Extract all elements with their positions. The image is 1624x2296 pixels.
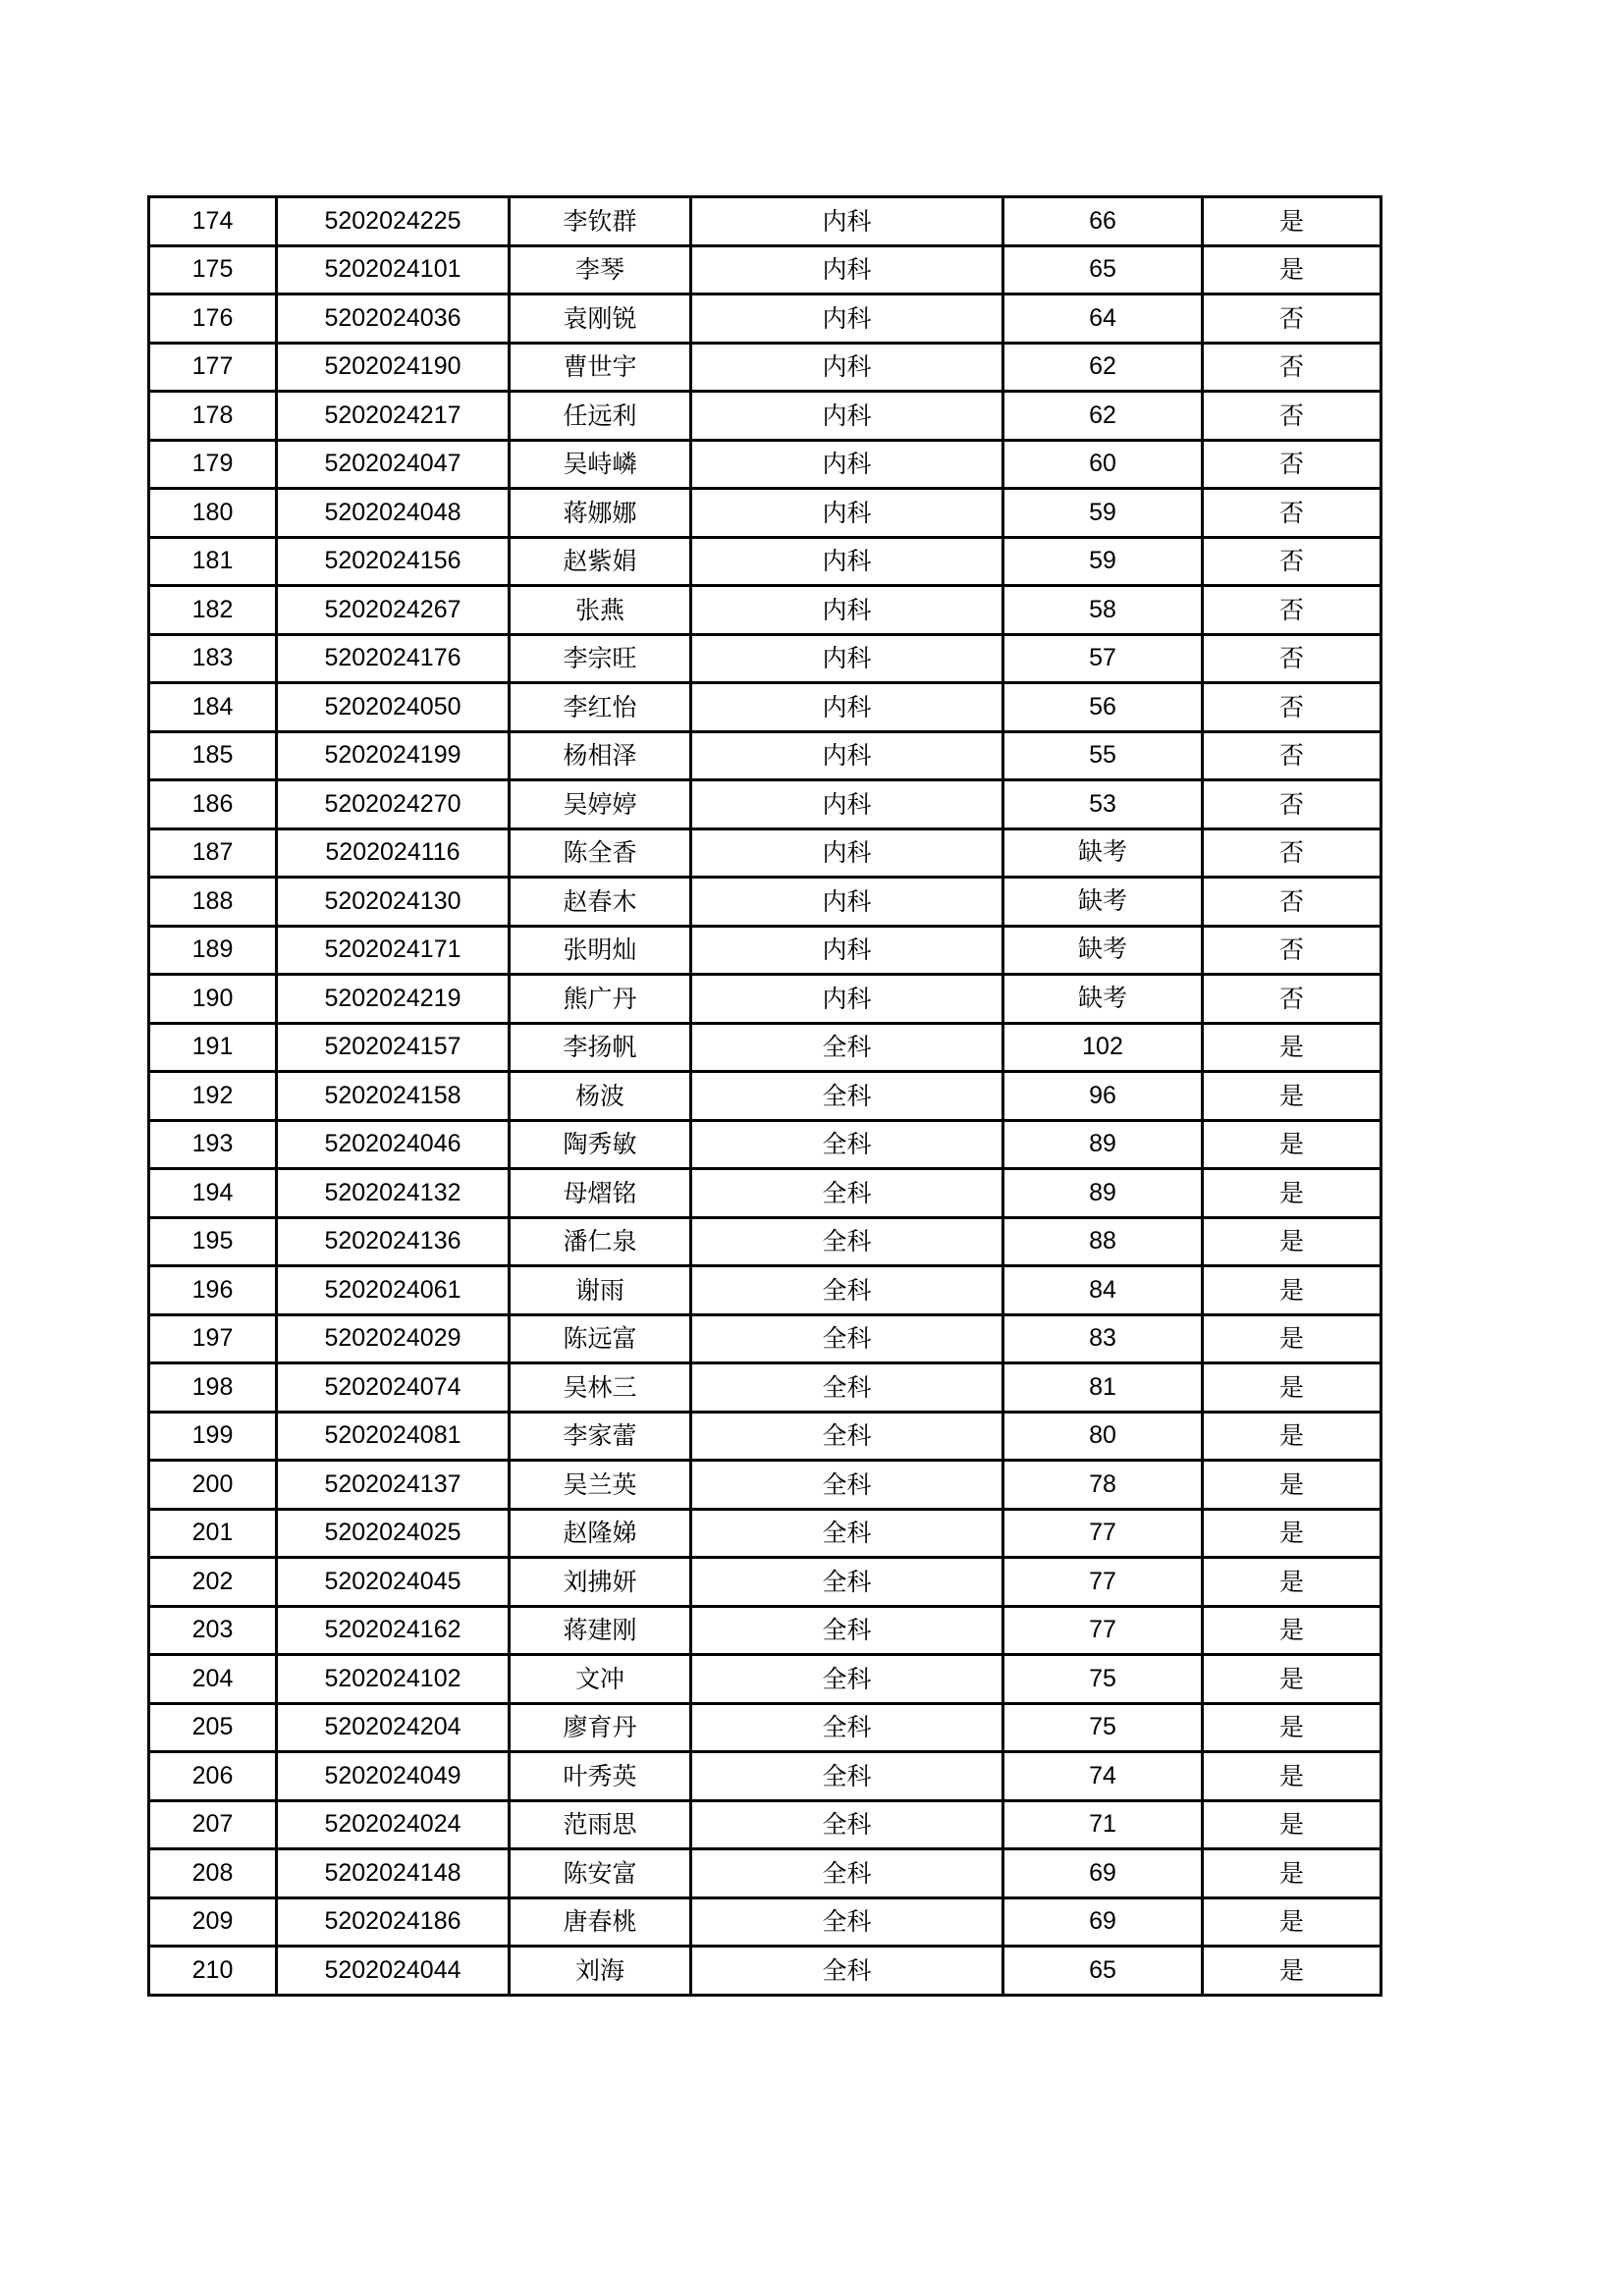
name-cell: 范雨思 bbox=[510, 1800, 691, 1849]
qualified-cell: 是 bbox=[1203, 1703, 1381, 1752]
name-cell: 廖育丹 bbox=[510, 1703, 691, 1752]
table-row bbox=[149, 294, 1381, 344]
table-row bbox=[149, 1217, 1381, 1266]
seq-cell: 181 bbox=[149, 537, 277, 586]
seq-cell: 185 bbox=[149, 731, 277, 780]
department-cell: 全科 bbox=[691, 1072, 1003, 1121]
exam-id-cell: 5202024049 bbox=[277, 1752, 510, 1801]
department-cell: 全科 bbox=[691, 1655, 1003, 1704]
table-row bbox=[149, 1363, 1381, 1413]
qualified-cell: 是 bbox=[1203, 1314, 1381, 1363]
table-row bbox=[149, 1897, 1381, 1947]
name-cell: 任远利 bbox=[510, 392, 691, 441]
qualified-cell: 是 bbox=[1203, 1800, 1381, 1849]
seq-cell: 188 bbox=[149, 878, 277, 927]
table-row bbox=[149, 878, 1381, 927]
exam-id-cell: 5202024158 bbox=[277, 1072, 510, 1121]
department-cell: 全科 bbox=[691, 1897, 1003, 1947]
exam-id-cell: 5202024190 bbox=[277, 343, 510, 392]
seq-cell: 207 bbox=[149, 1800, 277, 1849]
qualified-cell: 是 bbox=[1203, 1072, 1381, 1121]
exam-id-cell: 5202024137 bbox=[277, 1461, 510, 1510]
department-cell: 全科 bbox=[691, 1752, 1003, 1801]
seq-cell: 177 bbox=[149, 343, 277, 392]
seq-cell: 196 bbox=[149, 1266, 277, 1315]
department-cell: 内科 bbox=[691, 440, 1003, 489]
qualified-cell: 否 bbox=[1203, 440, 1381, 489]
name-cell: 张明灿 bbox=[510, 926, 691, 975]
score-cell: 89 bbox=[1003, 1169, 1203, 1218]
score-cell: 56 bbox=[1003, 683, 1203, 732]
name-cell: 李宗旺 bbox=[510, 634, 691, 683]
name-cell: 李琴 bbox=[510, 245, 691, 294]
department-cell: 内科 bbox=[691, 294, 1003, 344]
name-cell: 蒋娜娜 bbox=[510, 489, 691, 538]
name-cell: 母熠铭 bbox=[510, 1169, 691, 1218]
table-row bbox=[149, 828, 1381, 878]
qualified-cell: 否 bbox=[1203, 731, 1381, 780]
seq-cell: 192 bbox=[149, 1072, 277, 1121]
name-cell: 文冲 bbox=[510, 1655, 691, 1704]
name-cell: 李扬帆 bbox=[510, 1023, 691, 1072]
department-cell: 内科 bbox=[691, 731, 1003, 780]
seq-cell: 178 bbox=[149, 392, 277, 441]
score-cell: 88 bbox=[1003, 1217, 1203, 1266]
exam-id-cell: 5202024136 bbox=[277, 1217, 510, 1266]
score-cell: 83 bbox=[1003, 1314, 1203, 1363]
qualified-cell: 否 bbox=[1203, 392, 1381, 441]
name-cell: 曹世宇 bbox=[510, 343, 691, 392]
table-row bbox=[149, 1849, 1381, 1898]
qualified-cell: 是 bbox=[1203, 1897, 1381, 1947]
department-cell: 全科 bbox=[691, 1266, 1003, 1315]
department-cell: 全科 bbox=[691, 1314, 1003, 1363]
name-cell: 陈安富 bbox=[510, 1849, 691, 1898]
name-cell: 刘海 bbox=[510, 1947, 691, 1996]
exam-id-cell: 5202024186 bbox=[277, 1897, 510, 1947]
seq-cell: 175 bbox=[149, 245, 277, 294]
qualified-cell: 是 bbox=[1203, 1412, 1381, 1461]
qualified-cell: 是 bbox=[1203, 1558, 1381, 1607]
seq-cell: 190 bbox=[149, 975, 277, 1024]
seq-cell: 176 bbox=[149, 294, 277, 344]
department-cell: 内科 bbox=[691, 975, 1003, 1024]
qualified-cell: 是 bbox=[1203, 1120, 1381, 1169]
name-cell: 潘仁泉 bbox=[510, 1217, 691, 1266]
exam-id-cell: 5202024044 bbox=[277, 1947, 510, 1996]
exam-id-cell: 5202024045 bbox=[277, 1558, 510, 1607]
seq-cell: 174 bbox=[149, 197, 277, 246]
qualified-cell: 是 bbox=[1203, 197, 1381, 246]
exam-id-cell: 5202024176 bbox=[277, 634, 510, 683]
name-cell: 唐春桃 bbox=[510, 1897, 691, 1947]
department-cell: 内科 bbox=[691, 245, 1003, 294]
table-row bbox=[149, 1120, 1381, 1169]
score-cell: 缺考 bbox=[1003, 878, 1203, 927]
seq-cell: 186 bbox=[149, 780, 277, 829]
seq-cell: 191 bbox=[149, 1023, 277, 1072]
seq-cell: 183 bbox=[149, 634, 277, 683]
score-cell: 81 bbox=[1003, 1363, 1203, 1413]
table-row bbox=[149, 197, 1381, 246]
table-row bbox=[149, 975, 1381, 1024]
table-row bbox=[149, 1314, 1381, 1363]
score-cell: 71 bbox=[1003, 1800, 1203, 1849]
score-cell: 96 bbox=[1003, 1072, 1203, 1121]
score-cell: 69 bbox=[1003, 1849, 1203, 1898]
name-cell: 陈远富 bbox=[510, 1314, 691, 1363]
exam-id-cell: 5202024219 bbox=[277, 975, 510, 1024]
department-cell: 全科 bbox=[691, 1606, 1003, 1655]
exam-id-cell: 5202024116 bbox=[277, 828, 510, 878]
name-cell: 熊广丹 bbox=[510, 975, 691, 1024]
exam-id-cell: 5202024267 bbox=[277, 586, 510, 635]
name-cell: 李红怡 bbox=[510, 683, 691, 732]
qualified-cell: 是 bbox=[1203, 245, 1381, 294]
name-cell: 吴婷婷 bbox=[510, 780, 691, 829]
table-row bbox=[149, 489, 1381, 538]
score-cell: 62 bbox=[1003, 343, 1203, 392]
department-cell: 全科 bbox=[691, 1947, 1003, 1996]
seq-cell: 203 bbox=[149, 1606, 277, 1655]
table-row bbox=[149, 586, 1381, 635]
name-cell: 袁刚锐 bbox=[510, 294, 691, 344]
score-cell: 77 bbox=[1003, 1606, 1203, 1655]
seq-cell: 193 bbox=[149, 1120, 277, 1169]
name-cell: 吴林三 bbox=[510, 1363, 691, 1413]
score-cell: 69 bbox=[1003, 1897, 1203, 1947]
score-cell: 75 bbox=[1003, 1655, 1203, 1704]
exam-id-cell: 5202024036 bbox=[277, 294, 510, 344]
seq-cell: 184 bbox=[149, 683, 277, 732]
exam-id-cell: 5202024270 bbox=[277, 780, 510, 829]
exam-id-cell: 5202024081 bbox=[277, 1412, 510, 1461]
seq-cell: 199 bbox=[149, 1412, 277, 1461]
score-cell: 64 bbox=[1003, 294, 1203, 344]
table-row bbox=[149, 245, 1381, 294]
exam-id-cell: 5202024050 bbox=[277, 683, 510, 732]
exam-id-cell: 5202024130 bbox=[277, 878, 510, 927]
score-cell: 58 bbox=[1003, 586, 1203, 635]
department-cell: 内科 bbox=[691, 586, 1003, 635]
table-row bbox=[149, 1655, 1381, 1704]
qualified-cell: 是 bbox=[1203, 1752, 1381, 1801]
department-cell: 全科 bbox=[691, 1217, 1003, 1266]
score-cell: 89 bbox=[1003, 1120, 1203, 1169]
qualified-cell: 否 bbox=[1203, 294, 1381, 344]
department-cell: 全科 bbox=[691, 1363, 1003, 1413]
exam-id-cell: 5202024204 bbox=[277, 1703, 510, 1752]
table-row bbox=[149, 537, 1381, 586]
exam-id-cell: 5202024102 bbox=[277, 1655, 510, 1704]
qualified-cell: 否 bbox=[1203, 878, 1381, 927]
qualified-cell: 是 bbox=[1203, 1217, 1381, 1266]
exam-id-cell: 5202024171 bbox=[277, 926, 510, 975]
department-cell: 内科 bbox=[691, 878, 1003, 927]
name-cell: 赵紫娟 bbox=[510, 537, 691, 586]
qualified-cell: 否 bbox=[1203, 926, 1381, 975]
exam-id-cell: 5202024225 bbox=[277, 197, 510, 246]
qualified-cell: 是 bbox=[1203, 1461, 1381, 1510]
seq-cell: 200 bbox=[149, 1461, 277, 1510]
name-cell: 张燕 bbox=[510, 586, 691, 635]
table-row bbox=[149, 1266, 1381, 1315]
score-table-body bbox=[149, 197, 1381, 1996]
name-cell: 杨相泽 bbox=[510, 731, 691, 780]
department-cell: 全科 bbox=[691, 1703, 1003, 1752]
name-cell: 陶秀敏 bbox=[510, 1120, 691, 1169]
seq-cell: 206 bbox=[149, 1752, 277, 1801]
name-cell: 赵春木 bbox=[510, 878, 691, 927]
department-cell: 内科 bbox=[691, 537, 1003, 586]
name-cell: 刘拂妍 bbox=[510, 1558, 691, 1607]
table-row bbox=[149, 1947, 1381, 1996]
name-cell: 吴兰英 bbox=[510, 1461, 691, 1510]
table-row bbox=[149, 780, 1381, 829]
qualified-cell: 是 bbox=[1203, 1363, 1381, 1413]
score-cell: 77 bbox=[1003, 1558, 1203, 1607]
name-cell: 李钦群 bbox=[510, 197, 691, 246]
seq-cell: 201 bbox=[149, 1509, 277, 1558]
seq-cell: 179 bbox=[149, 440, 277, 489]
table-row bbox=[149, 1169, 1381, 1218]
table-row bbox=[149, 1752, 1381, 1801]
table-row bbox=[149, 683, 1381, 732]
score-cell: 59 bbox=[1003, 489, 1203, 538]
qualified-cell: 否 bbox=[1203, 586, 1381, 635]
qualified-cell: 是 bbox=[1203, 1509, 1381, 1558]
name-cell: 谢雨 bbox=[510, 1266, 691, 1315]
score-cell: 74 bbox=[1003, 1752, 1203, 1801]
table-row bbox=[149, 440, 1381, 489]
name-cell: 李家蕾 bbox=[510, 1412, 691, 1461]
exam-id-cell: 5202024199 bbox=[277, 731, 510, 780]
seq-cell: 197 bbox=[149, 1314, 277, 1363]
table-row bbox=[149, 1509, 1381, 1558]
qualified-cell: 否 bbox=[1203, 683, 1381, 732]
name-cell: 杨波 bbox=[510, 1072, 691, 1121]
exam-id-cell: 5202024048 bbox=[277, 489, 510, 538]
table-row bbox=[149, 1412, 1381, 1461]
exam-id-cell: 5202024061 bbox=[277, 1266, 510, 1315]
department-cell: 全科 bbox=[691, 1849, 1003, 1898]
exam-id-cell: 5202024074 bbox=[277, 1363, 510, 1413]
department-cell: 内科 bbox=[691, 828, 1003, 878]
score-cell: 102 bbox=[1003, 1023, 1203, 1072]
qualified-cell: 否 bbox=[1203, 780, 1381, 829]
qualified-cell: 是 bbox=[1203, 1169, 1381, 1218]
department-cell: 全科 bbox=[691, 1800, 1003, 1849]
department-cell: 内科 bbox=[691, 634, 1003, 683]
table-row bbox=[149, 392, 1381, 441]
score-cell: 53 bbox=[1003, 780, 1203, 829]
name-cell: 吴峙嶙 bbox=[510, 440, 691, 489]
department-cell: 内科 bbox=[691, 780, 1003, 829]
qualified-cell: 是 bbox=[1203, 1849, 1381, 1898]
score-cell: 缺考 bbox=[1003, 975, 1203, 1024]
name-cell: 叶秀英 bbox=[510, 1752, 691, 1801]
department-cell: 内科 bbox=[691, 683, 1003, 732]
department-cell: 内科 bbox=[691, 197, 1003, 246]
exam-id-cell: 5202024148 bbox=[277, 1849, 510, 1898]
qualified-cell: 否 bbox=[1203, 489, 1381, 538]
department-cell: 全科 bbox=[691, 1509, 1003, 1558]
exam-id-cell: 5202024024 bbox=[277, 1800, 510, 1849]
qualified-cell: 是 bbox=[1203, 1655, 1381, 1704]
seq-cell: 182 bbox=[149, 586, 277, 635]
name-cell: 赵隆娣 bbox=[510, 1509, 691, 1558]
exam-id-cell: 5202024132 bbox=[277, 1169, 510, 1218]
exam-id-cell: 5202024101 bbox=[277, 245, 510, 294]
score-cell: 78 bbox=[1003, 1461, 1203, 1510]
qualified-cell: 是 bbox=[1203, 1606, 1381, 1655]
score-cell: 62 bbox=[1003, 392, 1203, 441]
exam-id-cell: 5202024047 bbox=[277, 440, 510, 489]
score-cell: 75 bbox=[1003, 1703, 1203, 1752]
seq-cell: 195 bbox=[149, 1217, 277, 1266]
seq-cell: 210 bbox=[149, 1947, 277, 1996]
seq-cell: 208 bbox=[149, 1849, 277, 1898]
score-cell: 60 bbox=[1003, 440, 1203, 489]
department-cell: 内科 bbox=[691, 392, 1003, 441]
qualified-cell: 是 bbox=[1203, 1947, 1381, 1996]
table-row bbox=[149, 1461, 1381, 1510]
exam-id-cell: 5202024025 bbox=[277, 1509, 510, 1558]
score-cell: 66 bbox=[1003, 197, 1203, 246]
exam-id-cell: 5202024029 bbox=[277, 1314, 510, 1363]
table-row bbox=[149, 926, 1381, 975]
table-row bbox=[149, 1703, 1381, 1752]
exam-id-cell: 5202024217 bbox=[277, 392, 510, 441]
exam-id-cell: 5202024162 bbox=[277, 1606, 510, 1655]
department-cell: 内科 bbox=[691, 343, 1003, 392]
table-row bbox=[149, 1072, 1381, 1121]
name-cell: 陈全香 bbox=[510, 828, 691, 878]
score-cell: 65 bbox=[1003, 1947, 1203, 1996]
exam-id-cell: 5202024046 bbox=[277, 1120, 510, 1169]
department-cell: 全科 bbox=[691, 1461, 1003, 1510]
score-cell: 65 bbox=[1003, 245, 1203, 294]
seq-cell: 202 bbox=[149, 1558, 277, 1607]
table-row bbox=[149, 1606, 1381, 1655]
department-cell: 全科 bbox=[691, 1558, 1003, 1607]
seq-cell: 189 bbox=[149, 926, 277, 975]
table-row bbox=[149, 1558, 1381, 1607]
score-cell: 77 bbox=[1003, 1509, 1203, 1558]
seq-cell: 194 bbox=[149, 1169, 277, 1218]
qualified-cell: 否 bbox=[1203, 634, 1381, 683]
table-row bbox=[149, 1800, 1381, 1849]
seq-cell: 204 bbox=[149, 1655, 277, 1704]
department-cell: 内科 bbox=[691, 926, 1003, 975]
score-cell: 84 bbox=[1003, 1266, 1203, 1315]
score-cell: 缺考 bbox=[1003, 828, 1203, 878]
table-row bbox=[149, 634, 1381, 683]
seq-cell: 180 bbox=[149, 489, 277, 538]
department-cell: 全科 bbox=[691, 1023, 1003, 1072]
score-cell: 59 bbox=[1003, 537, 1203, 586]
score-cell: 55 bbox=[1003, 731, 1203, 780]
exam-id-cell: 5202024157 bbox=[277, 1023, 510, 1072]
department-cell: 全科 bbox=[691, 1412, 1003, 1461]
name-cell: 蒋建刚 bbox=[510, 1606, 691, 1655]
qualified-cell: 否 bbox=[1203, 537, 1381, 586]
department-cell: 内科 bbox=[691, 489, 1003, 538]
qualified-cell: 否 bbox=[1203, 975, 1381, 1024]
exam-id-cell: 5202024156 bbox=[277, 537, 510, 586]
seq-cell: 205 bbox=[149, 1703, 277, 1752]
qualified-cell: 否 bbox=[1203, 828, 1381, 878]
qualified-cell: 否 bbox=[1203, 343, 1381, 392]
seq-cell: 209 bbox=[149, 1897, 277, 1947]
seq-cell: 198 bbox=[149, 1363, 277, 1413]
score-cell: 57 bbox=[1003, 634, 1203, 683]
table-row bbox=[149, 343, 1381, 392]
seq-cell: 187 bbox=[149, 828, 277, 878]
department-cell: 全科 bbox=[691, 1120, 1003, 1169]
table-row bbox=[149, 1023, 1381, 1072]
score-cell: 80 bbox=[1003, 1412, 1203, 1461]
table-row bbox=[149, 731, 1381, 780]
department-cell: 全科 bbox=[691, 1169, 1003, 1218]
qualified-cell: 是 bbox=[1203, 1266, 1381, 1315]
score-table bbox=[147, 195, 1382, 1997]
qualified-cell: 是 bbox=[1203, 1023, 1381, 1072]
score-cell: 缺考 bbox=[1003, 926, 1203, 975]
